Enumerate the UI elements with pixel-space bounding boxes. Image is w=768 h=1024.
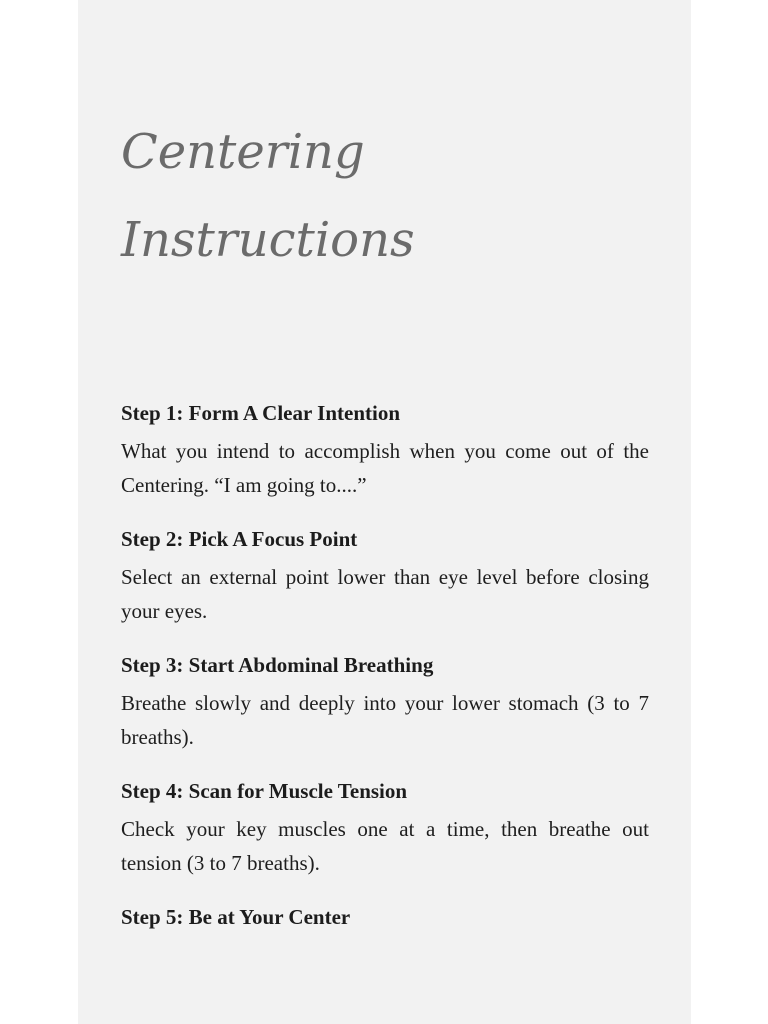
page-title: Centering Instructions bbox=[121, 124, 415, 268]
document-page bbox=[78, 0, 691, 1024]
step-3 bbox=[121, 650, 649, 754]
step-3-heading: Step 3: Start Abdominal Breathing bbox=[121, 653, 434, 677]
step-4-heading: Step 4: Scan for Muscle Tension bbox=[121, 779, 408, 803]
step-1-heading: Step 1: Form A Clear Intention bbox=[121, 401, 401, 425]
step-2-heading: Step 2: Pick A Focus Point bbox=[121, 527, 358, 551]
steps-list bbox=[121, 398, 649, 954]
step-3-body: Breathe slowly and deeply into your lower stomach (3 to 7 breaths). bbox=[121, 691, 649, 749]
step-5-heading: Step 5: Be at Your Center bbox=[121, 905, 351, 929]
step-4-body: Check your key muscles one at a time, then breathe out tension (3 to 7 breaths). bbox=[121, 817, 649, 875]
step-2-body: Select an external point lower than eye level before closing your eyes. bbox=[121, 565, 649, 623]
step-4 bbox=[121, 776, 649, 880]
step-1-body: What you intend to accomplish when you come out of the Centering. “I am going to....” bbox=[121, 439, 649, 497]
step-5 bbox=[121, 902, 649, 932]
step-1 bbox=[121, 398, 649, 502]
step-2 bbox=[121, 524, 649, 628]
